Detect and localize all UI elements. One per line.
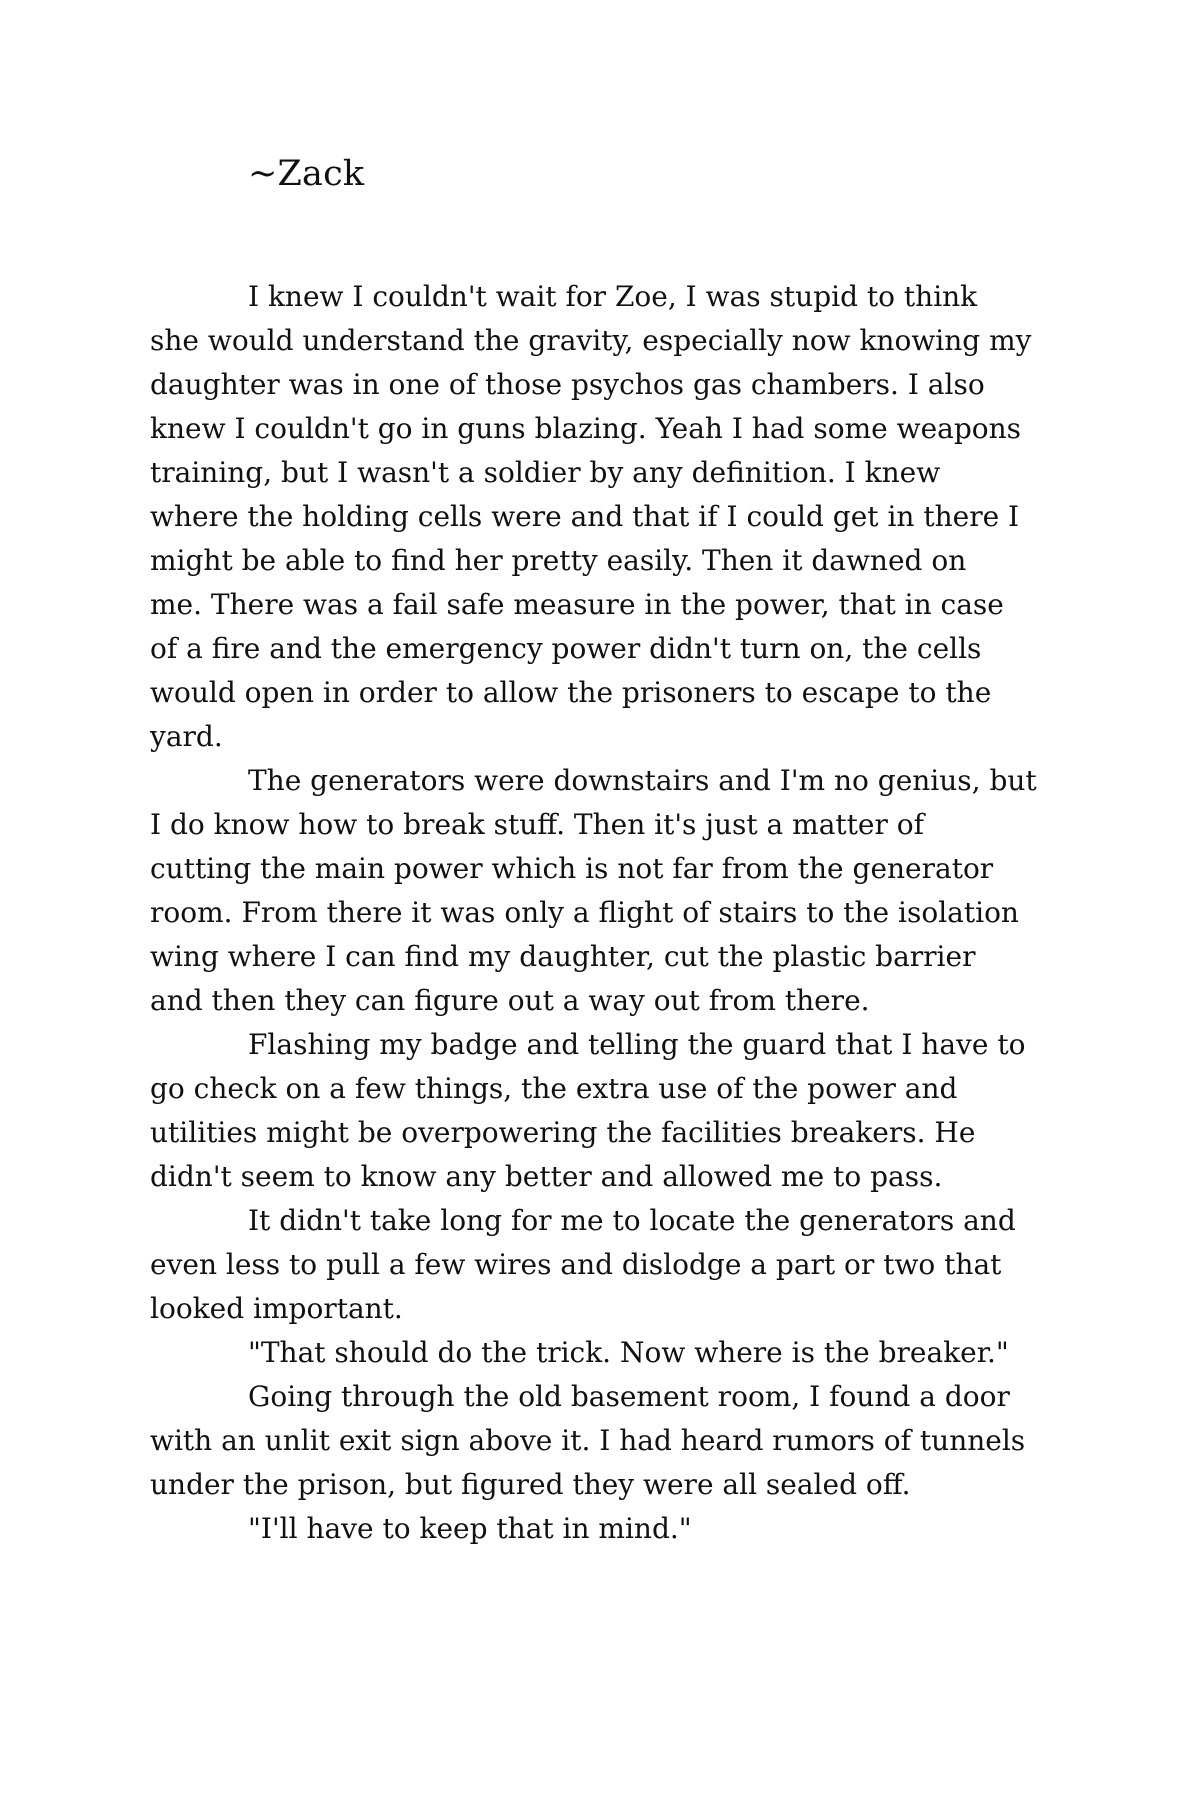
text-line: under the prison, but figured they were all sealed off.: [150, 1468, 911, 1501]
chapter-heading: ~Zack: [248, 154, 365, 194]
text-line: and then they can figure out a way out from there.: [150, 984, 870, 1017]
text-line: I do know how to break stuff. Then it's just a matter of: [150, 808, 924, 841]
text-line: where the holding cells were and that if I could get in there I: [150, 500, 1020, 533]
paragraph-start-line: It didn't take long for me to locate the generators and: [248, 1204, 1016, 1237]
text-line: knew I couldn't go in guns blazing. Yeah I had some weapons: [150, 412, 1022, 445]
text-line: utilities might be overpowering the facilities breakers. He: [150, 1116, 976, 1149]
text-line: of a fire and the emergency power didn't turn on, the cells: [150, 632, 982, 665]
text-line: daughter was in one of those psychos gas chambers. I also: [150, 368, 985, 401]
text-line: wing where I can find my daughter, cut the plastic barrier: [150, 940, 976, 973]
paragraph-start-line: "I'll have to keep that in mind.": [248, 1512, 692, 1545]
text-line: looked important.: [150, 1292, 403, 1325]
paragraph-start-line: Flashing my badge and telling the guard that I have to: [248, 1028, 1026, 1061]
text-line: room. From there it was only a flight of stairs to the isolation: [150, 896, 1019, 929]
story-body: [150, 275, 1050, 1551]
text-line: training, but I wasn't a soldier by any definition. I knew: [150, 456, 941, 489]
paragraph-start-line: I knew I couldn't wait for Zoe, I was stupid to think: [248, 280, 978, 313]
text-line: with an unlit exit sign above it. I had heard rumors of tunnels: [150, 1424, 1026, 1457]
text-line: she would understand the gravity, especially now knowing my: [150, 324, 1032, 357]
text-line: me. There was a fail safe measure in the power, that in case: [150, 588, 1004, 621]
text-line: yard.: [150, 720, 223, 753]
paragraph-start-line: "That should do the trick. Now where is the breaker.": [248, 1336, 1009, 1369]
text-line: might be able to find her pretty easily. Then it dawned on: [150, 544, 967, 577]
text-line: didn't seem to know any better and allowed me to pass.: [150, 1160, 943, 1193]
text-line: even less to pull a few wires and dislodge a part or two that: [150, 1248, 1002, 1281]
text-line: go check on a few things, the extra use of the power and: [150, 1072, 958, 1105]
paragraph-start-line: Going through the old basement room, I found a door: [248, 1380, 1010, 1413]
paragraph-start-line: The generators were downstairs and I'm no genius, but: [248, 764, 1037, 797]
text-line: cutting the main power which is not far from the generator: [150, 852, 994, 885]
text-line: would open in order to allow the prisoners to escape to the: [150, 676, 992, 709]
